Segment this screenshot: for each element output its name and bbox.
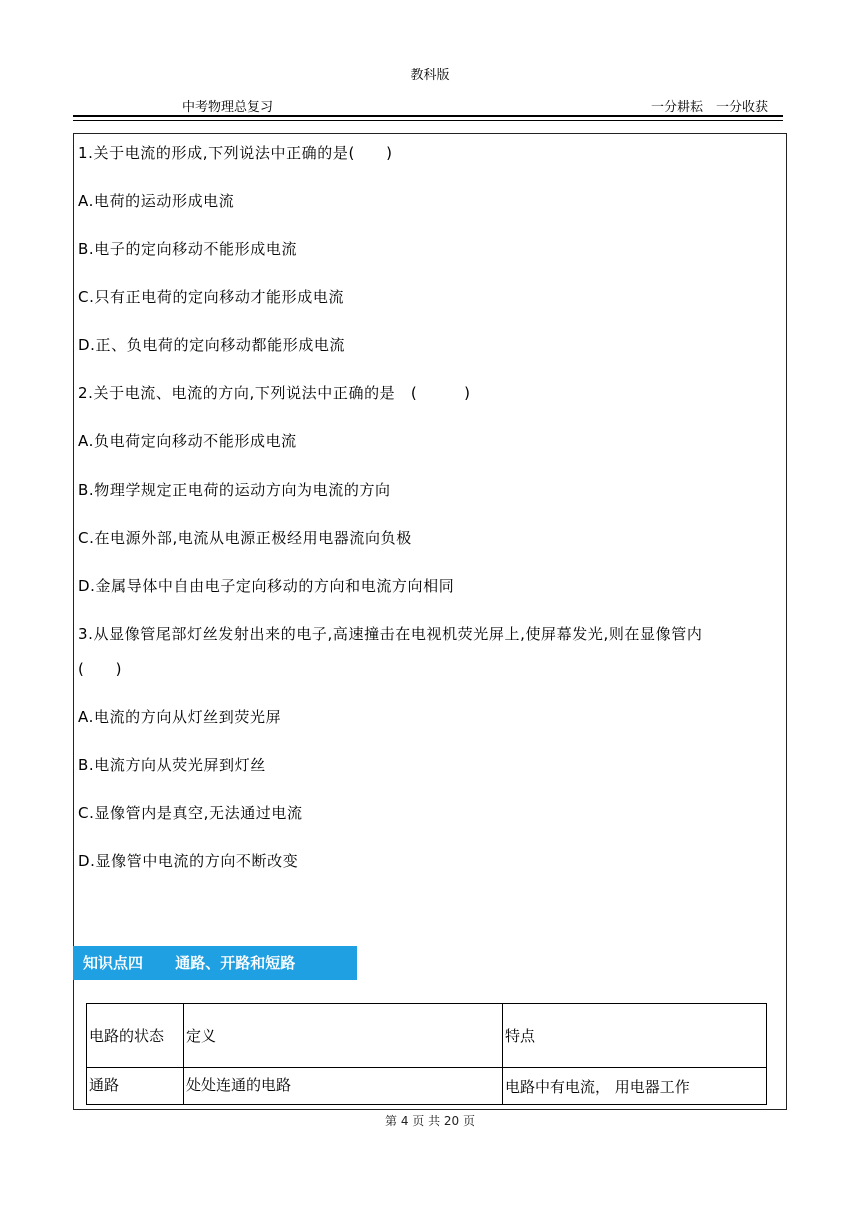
question-3-option-d: D.显像管中电流的方向不断改变 [78, 852, 299, 870]
table-header-cell: 电路的状态 [87, 1004, 184, 1068]
edition-label: 教科版 [410, 68, 450, 83]
question-2-option-c: C.在电源外部,电流从电源正极经用电器流向负极 [78, 529, 412, 547]
table-cell: 电路中有电流， 用电器工作 [503, 1068, 767, 1105]
header-rule-thin [73, 120, 783, 121]
question-2-stem: 2.关于电流、电流的方向,下列说法中正确的是 ( ) [78, 384, 471, 402]
question-3-option-a: A.电流的方向从灯丝到荧光屏 [78, 708, 282, 726]
question-3-option-c: C.显像管内是真空,无法通过电流 [78, 804, 303, 822]
header-right-motto: 一分耕耘 一分收获 [650, 100, 768, 115]
table-row [87, 1068, 767, 1105]
question-3-option-b: B.电流方向从荧光屏到灯丝 [78, 756, 266, 774]
question-1-option-c: C.只有正电荷的定向移动才能形成电流 [78, 288, 345, 306]
section-banner: 知识点四 通路、开路和短路 [73, 946, 357, 980]
table-header-row [87, 1004, 767, 1068]
circuit-state-table [86, 1003, 767, 1105]
question-3-stem: 3.从显像管尾部灯丝发射出来的电子,高速撞击在电视机荧光屏上,使屏幕发光,则在显像管内 [78, 625, 703, 643]
page-footer: 第 4 页 共 20 页 [385, 1114, 475, 1128]
question-1-option-d: D.正、负电荷的定向移动都能形成电流 [78, 336, 346, 354]
question-1-stem: 1.关于电流的形成,下列说法中正确的是( ) [78, 144, 393, 162]
table-cell: 通路 [87, 1068, 184, 1105]
question-2-option-a: A.负电荷定向移动不能形成电流 [78, 432, 297, 450]
question-1-option-b: B.电子的定向移动不能形成电流 [78, 240, 298, 258]
header-left-title: 中考物理总复习 [182, 100, 274, 115]
header-rule-thick [73, 115, 783, 117]
question-3-stem-cont: ( ) [78, 660, 123, 678]
question-1-option-a: A.电荷的运动形成电流 [78, 192, 235, 210]
table-cell: 处处连通的电路 [184, 1068, 503, 1105]
question-2-option-b: B.物理学规定正电荷的运动方向为电流的方向 [78, 481, 391, 499]
table-header-cell: 特点 [503, 1004, 767, 1068]
table-header-cell: 定义 [184, 1004, 503, 1068]
question-2-option-d: D.金属导体中自由电子定向移动的方向和电流方向相同 [78, 577, 455, 595]
